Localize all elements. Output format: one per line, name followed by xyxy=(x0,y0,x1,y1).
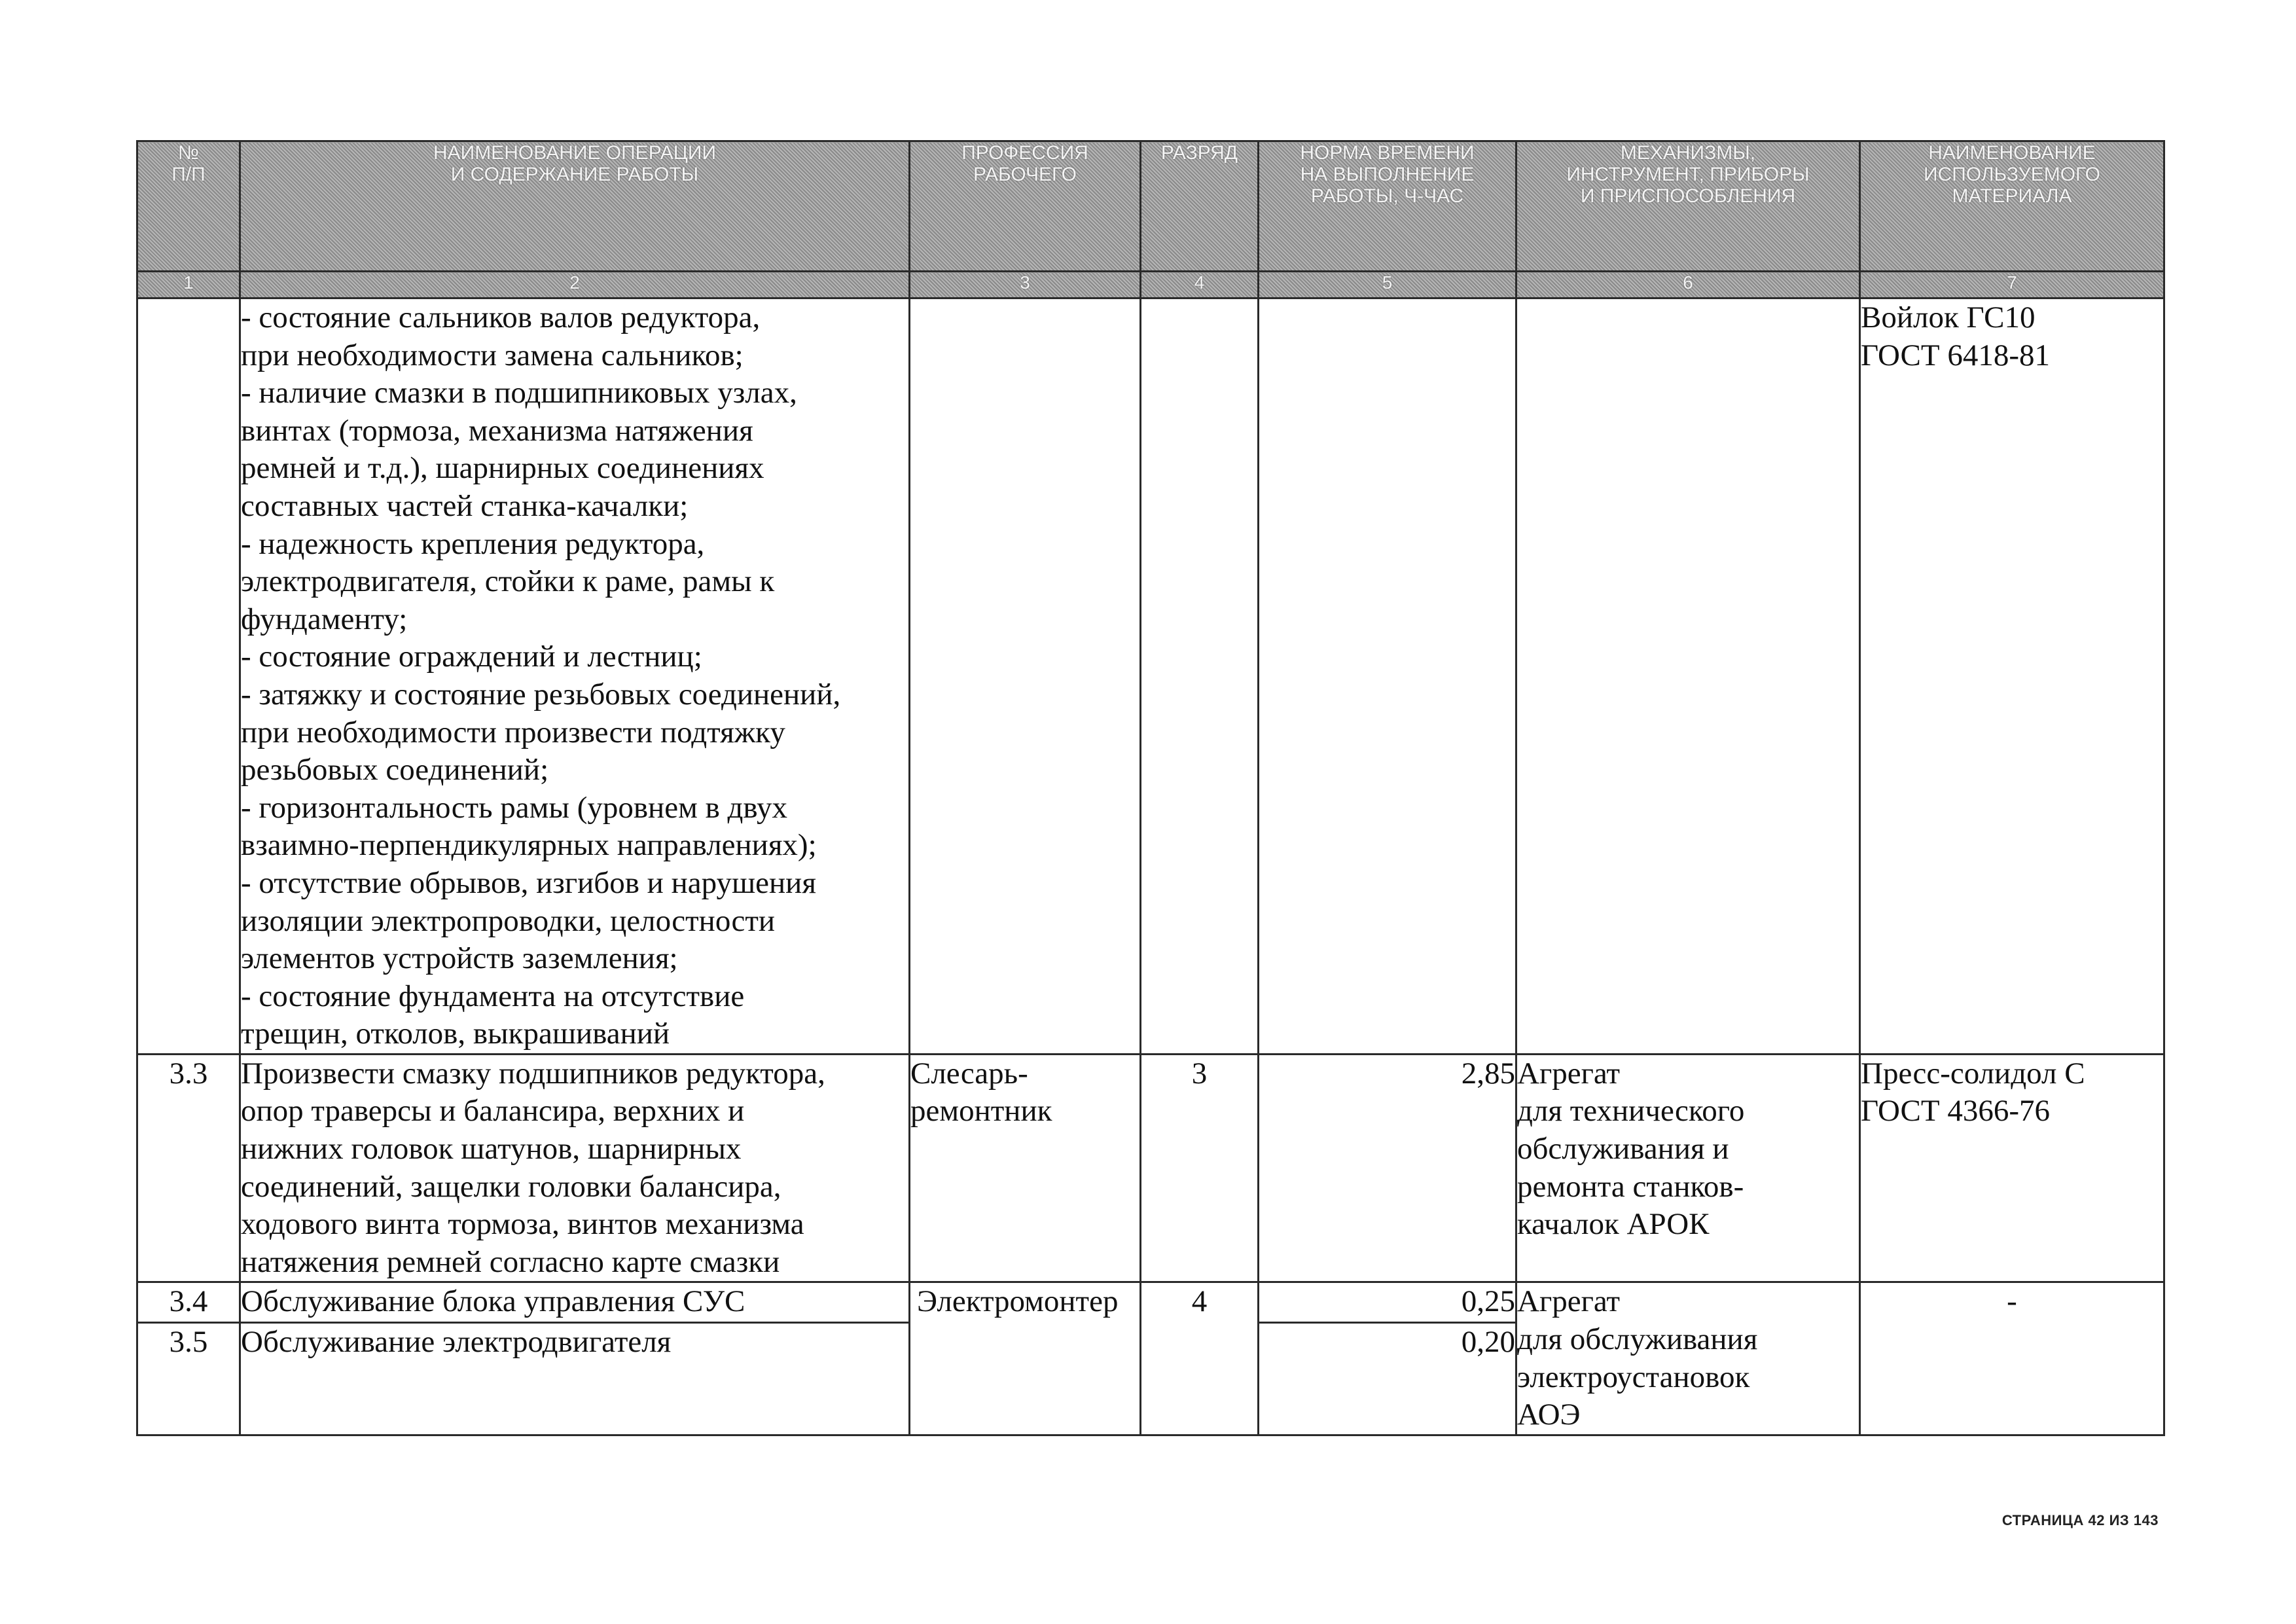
content-line: - состояние фундамента на отсутствие xyxy=(241,979,745,1013)
number-cell: 3.3 xyxy=(137,1054,240,1282)
column-number: 7 xyxy=(1860,272,2164,298)
content-line: - состояние ограждений и лестниц; xyxy=(241,640,702,674)
header-operation: НАИМЕНОВАНИЕ ОПЕРАЦИИ И СОДЕРЖАНИЕ РАБОТЫ xyxy=(240,141,910,272)
column-number: 1 xyxy=(137,272,240,298)
grade-cell xyxy=(1141,298,1259,1055)
header-time-norm: НОРМА ВРЕМЕНИ НА ВЫПОЛНЕНИЕ РАБОТЫ, Ч-ЧАС xyxy=(1259,141,1516,272)
header-grade: РАЗРЯД xyxy=(1141,141,1259,272)
profession-line: ремонтник xyxy=(910,1094,1052,1128)
column-number-row xyxy=(137,272,2164,298)
content-line: составных частей станка-качалки; xyxy=(241,488,689,523)
content-line: при необходимости произвести подтяжку xyxy=(241,715,785,749)
grade-cell: 3 xyxy=(1141,1054,1259,1282)
content-line: ходового винта тормоза, винтов механизма xyxy=(241,1207,804,1242)
content-line: винтах (тормоза, механизма натяжения xyxy=(241,413,753,448)
header-number: № П/П xyxy=(137,141,240,272)
content-line: - надежность крепления редуктора, xyxy=(241,526,705,561)
header-material: НАИМЕНОВАНИЕ ИСПОЛЬЗУЕМОГО МАТЕРИАЛА xyxy=(1860,141,2164,272)
column-number: 6 xyxy=(1516,272,1860,298)
tools-line: АОЭ xyxy=(1517,1398,1581,1432)
material-line: ГОСТ 4366-76 xyxy=(1861,1094,2050,1128)
profession-cell xyxy=(910,298,1141,1055)
tools-line: электроустановок xyxy=(1517,1360,1750,1394)
content-line: ремней и т.д.), шарнирных соединениях xyxy=(241,451,764,486)
content-line: - затяжку и состояние резьбовых соединений, xyxy=(241,677,841,712)
profession-line: Слесарь- xyxy=(910,1056,1028,1091)
content-line: - горизонтальность рамы (уровнем в двух xyxy=(241,790,788,825)
content-line: опор траверсы и балансира, верхних и xyxy=(241,1094,745,1128)
tools-cell xyxy=(1516,298,1860,1055)
page-number: СТРАНИЦА 42 ИЗ 143 xyxy=(2001,1512,2159,1528)
grade-cell: 4 xyxy=(1141,1282,1259,1435)
header-tools: МЕХАНИЗМЫ, ИНСТРУМЕНТ, ПРИБОРЫ И ПРИСПОСОБЛЕНИЯ xyxy=(1516,141,1860,272)
material-cell xyxy=(1860,1054,2164,1282)
time-norm-cell xyxy=(1259,298,1516,1055)
column-number: 5 xyxy=(1259,272,1516,298)
material-line: ГОСТ 6418-81 xyxy=(1861,338,2050,372)
profession-cell xyxy=(910,1054,1141,1282)
column-number: 2 xyxy=(240,272,910,298)
number-cell: 3.5 xyxy=(137,1322,240,1435)
tools-line: Агрегат xyxy=(1517,1056,1621,1091)
tools-line: для обслуживания xyxy=(1517,1322,1758,1357)
content-line: соединений, защелки головки балансира, xyxy=(241,1169,781,1204)
operations-table xyxy=(136,140,2165,1436)
content-line: - отсутствие обрывов, изгибов и нарушения xyxy=(241,865,816,900)
content-line: - наличие смазки в подшипниковых узлах, xyxy=(241,376,797,410)
tools-line: качалок АРОК xyxy=(1517,1207,1710,1242)
content-line: нижних головок шатунов, шарнирных xyxy=(241,1132,742,1166)
content-line: трещин, отколов, выкрашиваний xyxy=(241,1017,670,1051)
table-row xyxy=(137,298,2164,1055)
column-number: 4 xyxy=(1141,272,1259,298)
header-profession: ПРОФЕССИЯ РАБОЧЕГО xyxy=(910,141,1141,272)
tools-line: Агрегат xyxy=(1517,1284,1621,1319)
number-cell: 3.4 xyxy=(137,1282,240,1322)
material-cell xyxy=(1860,298,2164,1055)
column-number: 3 xyxy=(910,272,1141,298)
content-line: натяжения ремней согласно карте смазки xyxy=(241,1244,780,1279)
content-line: элементов устройств заземления; xyxy=(241,941,678,976)
content-line: изоляции электропроводки, целостности xyxy=(241,903,776,938)
content-line: электродвигателя, стойки к раме, рамы к xyxy=(241,564,775,599)
tools-cell xyxy=(1516,1054,1860,1282)
number-cell xyxy=(137,298,240,1055)
header-row xyxy=(137,141,2164,272)
tools-line: обслуживания и xyxy=(1517,1132,1729,1166)
time-norm-cell: 0,25 xyxy=(1259,1282,1516,1322)
operation-content-cell xyxy=(240,1054,910,1282)
time-norm-cell: 0,20 xyxy=(1259,1322,1516,1435)
table-row xyxy=(137,1054,2164,1282)
material-cell: - xyxy=(1860,1282,2164,1435)
content-line: взаимно-перпендикулярных направлениях); xyxy=(241,828,817,863)
table-row xyxy=(137,1282,2164,1322)
material-line: Пресс-солидол С xyxy=(1861,1056,2085,1091)
operation-content-cell xyxy=(240,298,910,1055)
content-line: - состояние сальников валов редуктора, xyxy=(241,300,761,334)
content-line: Произвести смазку подшипников редуктора, xyxy=(241,1056,825,1091)
operation-content-cell: Обслуживание электродвигателя xyxy=(240,1322,910,1435)
tools-line: для технического xyxy=(1517,1094,1745,1128)
material-line: Войлок ГС10 xyxy=(1861,300,2036,334)
operation-content-cell: Обслуживание блока управления СУС xyxy=(240,1282,910,1322)
time-norm-cell: 2,85 xyxy=(1259,1054,1516,1282)
content-line: резьбовых соединений; xyxy=(241,753,549,787)
content-line: при необходимости замена сальников; xyxy=(241,338,744,372)
content-line: фундаменту; xyxy=(241,602,408,636)
profession-cell: Электромонтер xyxy=(910,1282,1141,1435)
tools-cell xyxy=(1516,1282,1860,1435)
tools-line: ремонта станков- xyxy=(1517,1169,1744,1204)
